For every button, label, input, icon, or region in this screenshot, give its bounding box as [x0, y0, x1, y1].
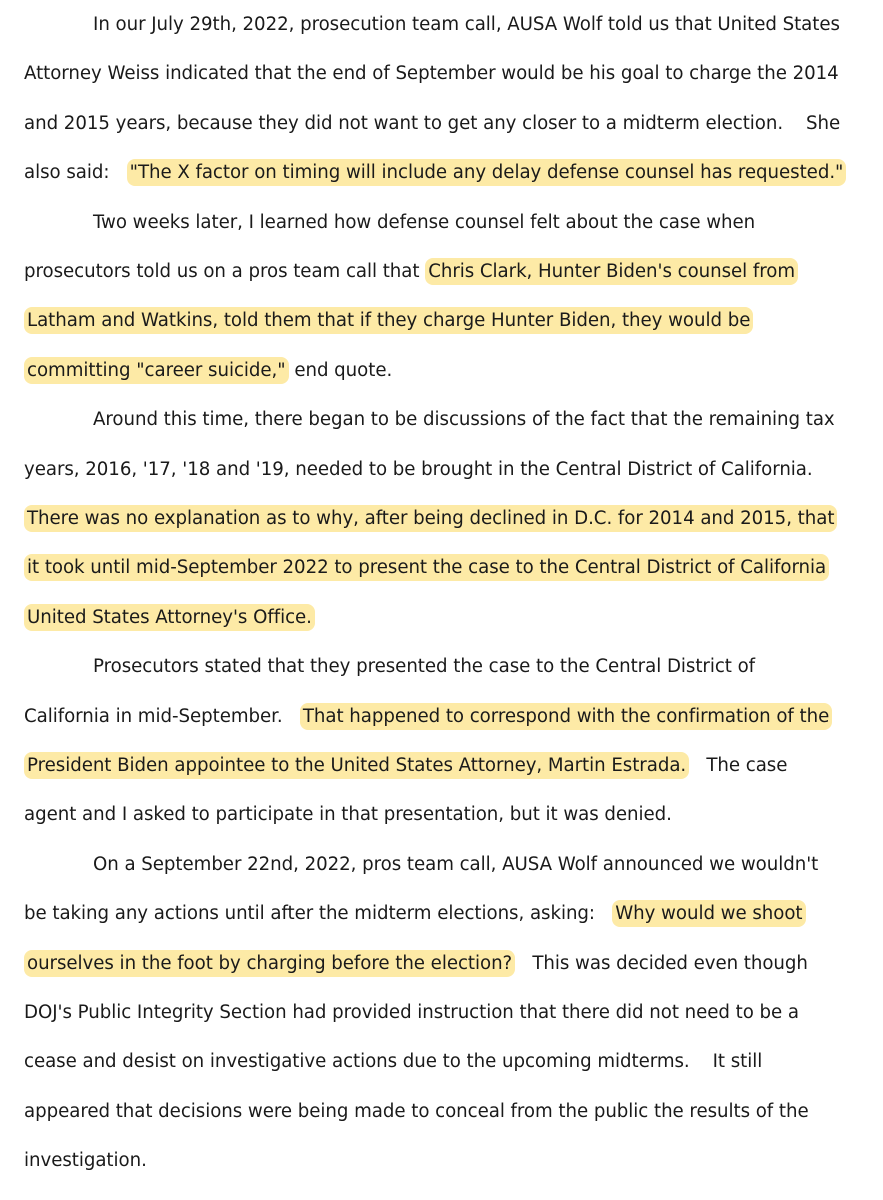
text-line	[24, 49, 839, 98]
body-text: agent and I asked to participate in that presentation, but it was denied.	[24, 804, 672, 826]
text-line	[24, 148, 846, 197]
highlighted-text: United States Attorney's Office.	[24, 604, 315, 631]
body-text: On a September 22nd, 2022, pros team call, AUSA Wolf announced we wouldn't	[93, 853, 819, 875]
text-line	[24, 247, 798, 296]
highlighted-text: it took until mid-September 2022 to present the case to the Central District of California	[24, 554, 829, 581]
highlighted-text: Why would we shoot	[612, 900, 805, 927]
body-text: and 2015 years, because they did not want to get any closer to a midterm election. She	[24, 112, 841, 134]
text-line	[24, 543, 829, 592]
text-line	[24, 1037, 762, 1086]
text-line	[24, 99, 840, 148]
text-line	[24, 692, 832, 741]
body-text: DOJ's Public Integrity Section had provided instruction that there did not need to be a	[24, 1002, 799, 1023]
text-line	[93, 0, 840, 49]
highlighted-text: ourselves in the foot by charging before the election?	[24, 950, 515, 977]
highlighted-text: Latham and Watkins, told them that if they charge Hunter Biden, they would be	[24, 307, 753, 334]
text-line	[93, 198, 755, 247]
body-text: also said:	[24, 162, 127, 184]
text-line	[24, 1087, 809, 1136]
body-text: prosecutors told us on a pros team call that	[24, 261, 426, 282]
body-text: years, 2016, '17, '18 and '19, needed to be brought in the Central District of California.	[24, 458, 813, 480]
text-line	[24, 889, 806, 938]
text-line	[93, 395, 835, 444]
text-line	[24, 593, 315, 642]
text-line	[24, 790, 672, 839]
body-text: In our July 29th, 2022, prosecution team call, AUSA Wolf told us that United States	[93, 14, 840, 35]
body-text: The case	[689, 755, 788, 776]
highlighted-text: "The X factor on timing will include any delay defense counsel has requested."	[127, 159, 847, 186]
text-line	[24, 494, 837, 543]
highlighted-text: That happened to correspond with the confirmation of the	[300, 703, 832, 730]
text-line	[24, 445, 813, 494]
body-text: Two weeks later, I learned how defense counsel felt about the case when	[93, 211, 756, 233]
text-line	[24, 939, 808, 988]
text-line	[93, 840, 818, 889]
body-text: appeared that decisions were being made to conceal from the public the results of the	[24, 1100, 809, 1122]
body-text: Attorney Weiss indicated that the end of September would be his goal to charge the 2014	[24, 63, 839, 85]
text-line	[24, 296, 753, 345]
body-text: be taking any actions until after the midterm elections, asking:	[24, 903, 613, 925]
body-text: end quote.	[288, 359, 393, 381]
text-line	[24, 988, 799, 1037]
highlighted-text: committing "career suicide,"	[24, 357, 289, 384]
body-text: Around this time, there began to be discussions of the fact that the remaining tax	[93, 409, 835, 431]
body-text: This was decided even though	[515, 952, 808, 974]
body-text: California in mid-September.	[24, 705, 300, 727]
body-text: Prosecutors stated that they presented the case to the Central District of	[93, 656, 756, 678]
text-line	[24, 741, 787, 790]
text-line	[24, 346, 392, 395]
body-text: investigation.	[24, 1150, 147, 1172]
highlighted-text: Chris Clark, Hunter Biden's counsel from	[425, 258, 798, 285]
text-line	[24, 1136, 147, 1185]
highlighted-text: There was no explanation as to why, after being declined in D.C. for 2014 and 2015, that	[24, 505, 837, 532]
highlighted-text: President Biden appointee to the United States Attorney, Martin Estrada.	[24, 752, 689, 779]
text-line	[93, 642, 755, 691]
body-text: cease and desist on investigative actions due to the upcoming midterms. It still	[24, 1051, 763, 1073]
